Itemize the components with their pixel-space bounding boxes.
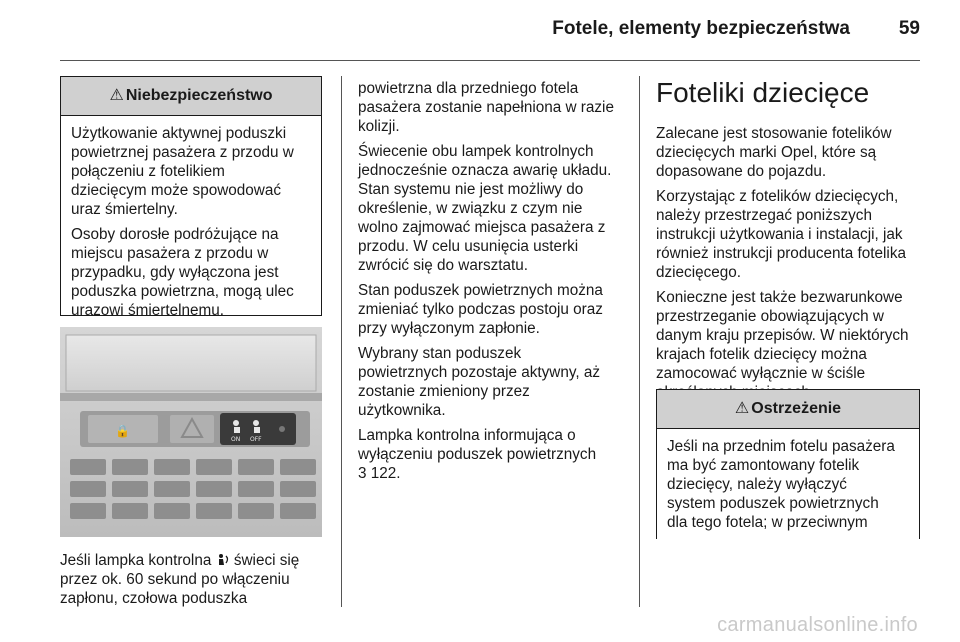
right-paragraph-3: Konieczne jest także bezwarunkowe przestrzeganie obowiązujących w danym kraju przepisów. W niektórych krajach fotelik dziecięcy można zamocować wyłącznie w ściśle (656, 289, 909, 382)
middle-paragraph-3: Stan poduszek powietrznych można zmieniać tylko podczas postoju oraz przy wyłączonym zapłonie. (358, 282, 603, 337)
danger-box-header (61, 77, 321, 116)
page-number: 59 (898, 18, 920, 39)
header-rule (60, 60, 920, 61)
right-paragraph-2: Korzystając z fotelików dziecięcych, należy przestrzegać poniższych instrukcji użytkowania i instalacji, jak również instrukcji producenta fotelika dziecięcego. (656, 188, 906, 281)
airbag-indicator-icon (216, 553, 230, 567)
middle-column (358, 79, 634, 489)
danger-paragraph-2: Osoby dorosłe podróżujące na miejscu pasażera z przodu w przypadku, gdy wyłączona jest poduszka powietrzna, mogą ulec urazowi śmiertelnemu. (71, 226, 294, 319)
section-heading: Foteliki dziecięce (656, 77, 870, 108)
danger-paragraph-1: Użytkowanie aktywnej poduszki powietrznej pasażera z przodu w połączeniu z fotelikiem dziecięcym może spowodować uraz śmiertelny. (71, 125, 294, 218)
airbag-on-label: ON (231, 436, 241, 443)
middle-paragraph-4: Wybrany stan poduszek powietrznych pozostaje aktywny, aż zostanie zmieniony przez użytkownika. (358, 345, 601, 419)
page-reference-arrow-icon: 3 (358, 465, 367, 482)
warning-box-header (657, 390, 919, 429)
warning-triangle-icon: ⚠ (109, 87, 124, 104)
danger-box-body (61, 116, 321, 320)
middle-paragraph-5: Lampka kontrolna informująca o wyłączeniu poduszek powietrznych 3 122. (358, 427, 597, 482)
warning-box-title: Ostrzeżenie (751, 400, 842, 417)
middle-paragraph-2: Świecenie obu lampek kontrolnych jednocześnie oznacza awarię układu. Stan systemu nie jest możliwy do określenie, w związku z czym nie wolno zajmować miejsca pasażera z przodu. W celu usunięcia usterki zwrócić się do warsztatu. (358, 143, 612, 274)
dashboard-illustration (60, 327, 322, 537)
page-reference-link[interactable]: 122. (370, 465, 401, 482)
photo-caption: Jeśli lampka kontrolna świeci się przez ok. 60 sekund po włączeniu zapłonu, czołowa poduszka (60, 552, 300, 607)
danger-box-title: Niebezpieczeństwo (125, 87, 273, 104)
running-header-title: Fotele, elementy bezpieczeństwa (552, 18, 850, 39)
warning-box (656, 389, 920, 539)
right-column (656, 124, 924, 408)
middle-paragraph-1: powietrzna dla przedniego fotela pasażera zostanie napełniona w razie kolizji. (358, 80, 614, 135)
right-paragraph-1: Zalecane jest stosowanie fotelików dziecięcych marki Opel, które są dopasowane do pojazdu. (656, 125, 892, 180)
svg-text:🔒: 🔒 (115, 424, 130, 438)
airbag-off-label: OFF (250, 436, 262, 443)
column-divider-2 (639, 76, 640, 607)
column-divider-1 (341, 76, 342, 607)
warning-triangle-icon: ⚠ (734, 400, 750, 417)
danger-box (60, 76, 322, 319)
warning-box-body: Jeśli na przednim fotelu pasażera ma być zamontowany fotelik dziecięcy, należy wyłączyć system poduszek powietrznych dla tego fotela; w przeciwnym (667, 438, 895, 531)
watermark: carmanualsonline.info (717, 614, 918, 636)
dashboard-photo (60, 327, 322, 537)
